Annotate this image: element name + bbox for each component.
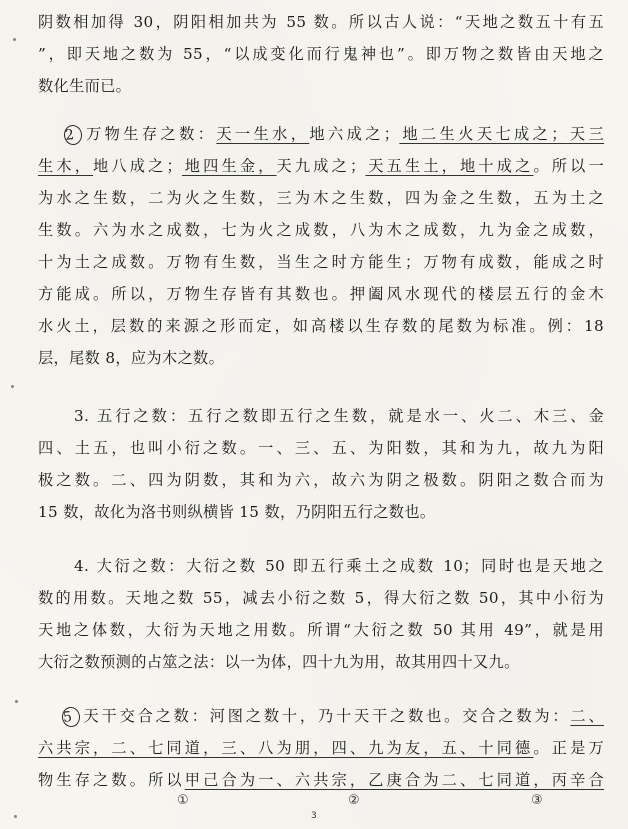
text-line: 四、土五，也叫小衍之数。一、三、五、为阳数，其和为九，故九为阳 [38, 439, 604, 457]
text-line: ”，即天地之数为 55，“以成变化而行鬼神也”。即万物之数皆由天地之 [38, 45, 604, 63]
underlined-text: 乙庚合为二、七同道， [368, 771, 552, 789]
text-line [38, 732, 604, 764]
underlined-text: 二、七同道， [111, 739, 222, 757]
paragraph-tiangan-jiaohe [38, 700, 604, 796]
text-line: 阴数相加得 30，阴阳相加共为 55 数。所以古人说：“天地之数五十有五 [38, 13, 604, 31]
text-line: 4. 大衍之数：大衍之数 50 即五行乘土之成数 10；同时也是天地之 [74, 557, 604, 575]
text-line: 生数。六为水之成数，七为火之成数，八为木之成数，九为金之成数， [38, 221, 604, 239]
text-line: 极之数。二、四为阴数，其和为六，故六为阴之极数。阴阳之数合而为 [38, 471, 604, 489]
underlined-text: 地二生火天七成之； [399, 125, 567, 143]
underlined-text: 地四生金， [181, 157, 277, 175]
text-line: 大衍之数预测的占筮之法：以一为体，四十九为用，故其用四十又九。 [38, 653, 520, 671]
underlined-text: 天五生土， [365, 157, 461, 175]
scan-speck [13, 38, 16, 41]
scan-speck [15, 700, 18, 703]
page-number: 3 [311, 811, 317, 821]
underlined-text: 四、九为友， [331, 739, 442, 757]
handwritten-mark: ② [348, 793, 360, 808]
text-line [38, 764, 604, 796]
underlined-text: 天一生水， [216, 125, 310, 143]
text-segment: 。所以一 [533, 157, 605, 175]
text-line [38, 118, 604, 150]
text-line: 天地之体数，大衍为天地之用数。所谓“大衍之数 50 其用 49”，就是用 [38, 621, 604, 639]
paragraph-intro [38, 6, 604, 102]
text-line: 层，尾数 8，应为木之数。 [38, 349, 225, 367]
underlined-text: 丙辛合 [551, 771, 604, 789]
underlined-text: 五、十同德 [441, 739, 534, 757]
scan-speck [14, 815, 17, 818]
paragraph-wuxing-zhishu [38, 400, 604, 528]
scan-speck [11, 385, 14, 388]
circled-number-marker: 2 [63, 124, 83, 146]
text-line: 水火土，层数的来源之形而定，如高楼以生存数的尾数为标准。例：18 [38, 317, 604, 335]
underlined-text: 甲己合为一、六共宗， [184, 771, 369, 789]
text-line: 数化生而已。 [38, 77, 132, 95]
text-segment: 天干交合之数：河图之数十，乃十天干之数也。交合之数为： [81, 707, 571, 725]
text-segment: 天九成之； [276, 157, 366, 175]
paragraph-wanwu-shengcun [38, 118, 604, 374]
underlined-text: 二、 [570, 707, 604, 725]
underlined-text: 三、八为朋， [221, 739, 332, 757]
text-line: 方能成。所以，万物生存皆有其数也。押阖风水现代的楼层五行的金木 [38, 285, 604, 303]
circled-number-marker: 5 [61, 706, 81, 728]
underlined-text: 六共宗， [38, 739, 112, 757]
underlined-text: 天三 [566, 125, 605, 143]
paragraph-dayan-zhishu [38, 550, 604, 678]
text-segment: 万物生存之数： [83, 125, 217, 143]
handwritten-mark: ③ [531, 793, 543, 808]
text-line: 为水之生数，二为火之生数，三为木之生数，四为金之生数，五为土之 [38, 189, 604, 207]
text-line [38, 700, 604, 732]
text-segment: 地八成之； [93, 157, 182, 175]
text-segment: 。正是万 [533, 739, 605, 757]
text-line: 3. 五行之数：五行之数即五行之生数，就是水一、火二、木三、金 [74, 407, 604, 425]
underlined-text: 生木， [38, 157, 94, 175]
text-line [38, 150, 604, 182]
text-line: 数的用数。天地之数 55，减去小衍之数 5，得大衍之数 50，其中小衍为 [38, 589, 604, 607]
text-segment: 地六成之； [309, 125, 400, 143]
underlined-text: 地十成之 [460, 157, 534, 175]
text-line: 十为土之成数。万物有生数，当生之时方能生；万物有成数，能成之时 [38, 253, 604, 271]
text-segment: 物生存之数。所以 [38, 771, 185, 789]
text-line: 15 数，故化为洛书则纵横皆 15 数，乃阴阳五行之数也。 [38, 503, 436, 521]
handwritten-mark: ① [177, 793, 189, 808]
